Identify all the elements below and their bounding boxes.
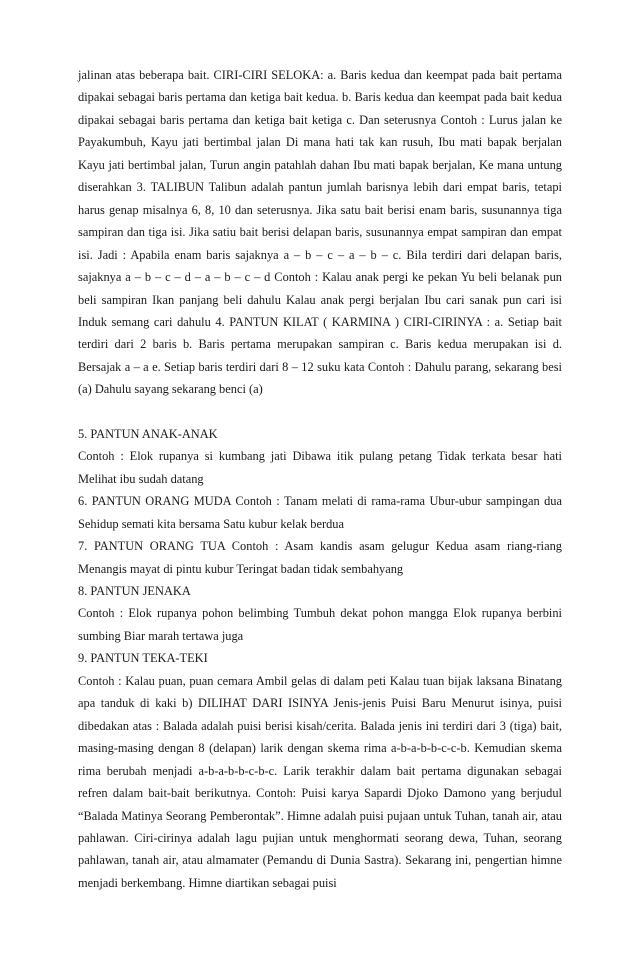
body-paragraph: jalinan atas beberapa bait. CIRI-CIRI SELOKA: a. Baris kedua dan keempat pada bait pertama dipakai sebagai baris pertama dan ketiga bait kedua. b. Baris kedua dan keempat pada bait kedua dipakai sebagai baris pertama dan ketiga bait ketiga c. Dan seterusnya Contoh : Lurus jalan ke Payakumbuh, Kayu jati bertimbal jalan Di mana hati tak kan rusuh, Ibu mati bapak berjalan Kayu jati bertimbal jalan, Turun angin patahlah dahan Ibu mati bapak berjalan, Ke mana untung diserahkan 3. TALIBUN Talibun adalah pantun jumlah barisnya lebih dari empat baris, tetapi harus genap misalnya 6, 8, 10 dan seterusnya. Jika satu bait berisi enam baris, susunannya tiga sampiran dan tiga isi. Jika satiu bait berisi delapan baris, susunannya empat sampiran dan empat isi. Jadi : Apabila enam baris sajaknya a – b – c – a – b – c. Bila terdiri dari delapan baris, sajaknya a – b – c – d – a – b – c – d Contoh : Kalau anak pergi ke pekan Yu beli belanak pun beli sampiran Ikan panjang beli dahulu Kalau anak pergi berjalan Ibu cari sanak pun cari isi Induk semang cari dahulu 4. PANTUN KILAT ( KARMINA ) CIRI-CIRINYA : a. Setiap bait terdiri dari 2 baris b. Baris pertama merupakan sampiran c. Baris kedua merupakan isi d. Bersajak a – a e. Setiap baris terdiri dari 8 – 12 suku kata Contoh : Dahulu parang, sekarang besi (a) Dahulu sayang sekarang benci (a)	[78, 68, 562, 397]
section-heading: 8. PANTUN JENAKA	[78, 583, 191, 598]
body-paragraph: Contoh : Elok rupanya pohon belimbing Tumbuh dekat pohon mangga Elok rupanya berbini sumbing Biar marah tertawa juga	[78, 606, 562, 643]
body-paragraph: Contoh : Kalau puan, puan cemara Ambil gelas di dalam peti Kalau tuan bijak laksana Binatang apa tanduk di kaki b) DILIHAT DARI ISINYA Jenis-jenis Puisi Baru Menurut isinya, puisi dibedakan atas : Balada adalah puisi berisi kisah/cerita. Balada jenis ini terdiri dari 3 (tiga) bait, masing-masing dengan 8 (delapan) larik dengan skema rima a-b-a-b-b-c-c-b. Kemudian skema rima berubah menjadi a-b-a-b-b-c-b-c. Larik terakhir dalam bait pertama digunakan sebagai refren dalam bait-bait berikutnya. Contoh: Puisi karya Sapardi Djoko Damono yang berjudul “Balada Matinya Seorang Pemberontak”. Himne adalah puisi pujaan untuk Tuhan, tanah air, atau pahlawan. Ciri-cirinya adalah lagu pujian untuk menghormati seorang dewa, Tuhan, seorang pahlawan, tanah air, atau almamater (Pemandu di Dunia Sastra). Sekarang ini, pengertian himne menjadi berkembang. Himne diartikan sebagai puisi	[78, 673, 562, 890]
document-page	[78, 64, 562, 894]
body-paragraph: 7. PANTUN ORANG TUA Contoh : Asam kandis asam gelugur Kedua asam riang-riang Menangis mayat di pintu kubur Teringat badan tidak sembahyang	[78, 539, 562, 576]
section-heading: 5. PANTUN ANAK-ANAK	[78, 426, 218, 441]
body-paragraph: 6. PANTUN ORANG MUDA Contoh : Tanam melati di rama-rama Ubur-ubur sampingan dua Sehidup semati kita bersama Satu kubur kelak berdua	[78, 494, 562, 531]
section-heading: 9. PANTUN TEKA-TEKI	[78, 651, 208, 666]
body-paragraph: Contoh : Elok rupanya si kumbang jati Dibawa itik pulang petang Tidak terkata besar hati Melihat ibu sudah datang	[78, 449, 562, 486]
